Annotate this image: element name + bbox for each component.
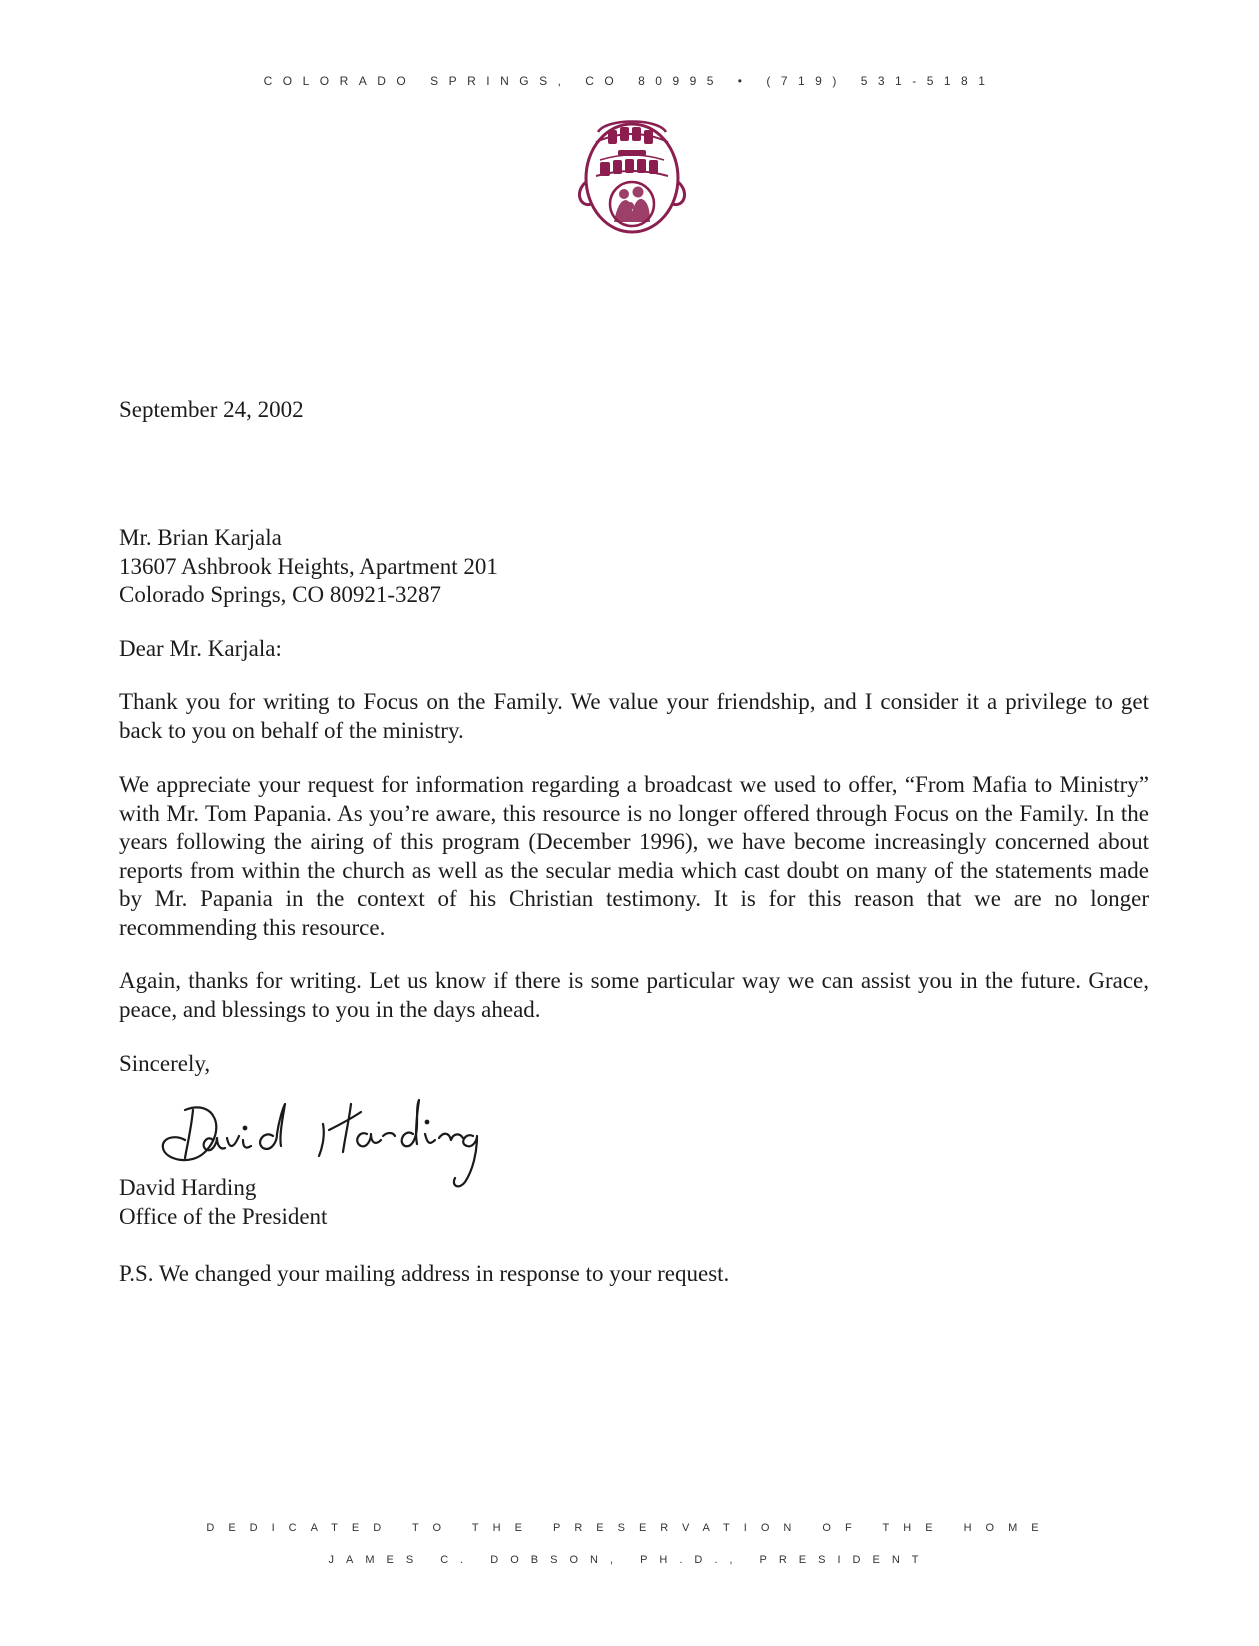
recipient-address [119,524,1149,610]
recipient-name: Mr. Brian Karjala [119,525,282,550]
footer-president: JAMES C. DOBSON, PH.D., PRESIDENT [328,1554,931,1566]
salutation: Dear Mr. Karjala: [119,636,282,661]
recipient-city: Colorado Springs, CO 80921-3287 [119,582,441,607]
letter-date: September 24, 2002 [119,397,304,422]
footer-motto: DEDICATED TO THE PRESERVATION OF THE HOME [206,1522,1053,1534]
letterhead-address: COLORADO SPRINGS, CO 80995 • (719) 531-5181 [263,74,996,88]
body-paragraph-3: Again, thanks for writing. Let us know if there is some particular way we can assist you in the future. Grace, peace, and blessings to you in the days ahead. [119,968,1149,1022]
recipient-street: 13607 Ashbrook Heights, Apartment 201 [119,553,498,579]
signer-title: Office of the President [119,1203,328,1229]
body-paragraph-2: We appreciate your request for information regarding a broadcast we used to offer, “From Mafia to Ministry” with Mr. Tom Papania. As you’re aware, this resource is no longer offered through Focus on the Family. In the years following the airing of this program (December 1996), we have become increasingly concerned about reports from within the church as well as the secular media which cast doubt on many of the statements made by Mr. Papania in the context of his Christian testimony. It is for this reason that we are no longer recommending this resource. [119,772,1149,940]
signer-block [119,1174,1149,1231]
signer-name: David Harding [119,1175,257,1200]
postscript: P.S. We changed your mailing address in response to your request. [119,1261,730,1286]
closing: Sincerely, [119,1051,211,1076]
body-paragraph-1: Thank you for writing to Focus on the Family. We value your friendship, and I consider it a privilege to get back to you on behalf of the ministry. [119,689,1149,743]
focus-on-the-family-logo [576,112,688,236]
